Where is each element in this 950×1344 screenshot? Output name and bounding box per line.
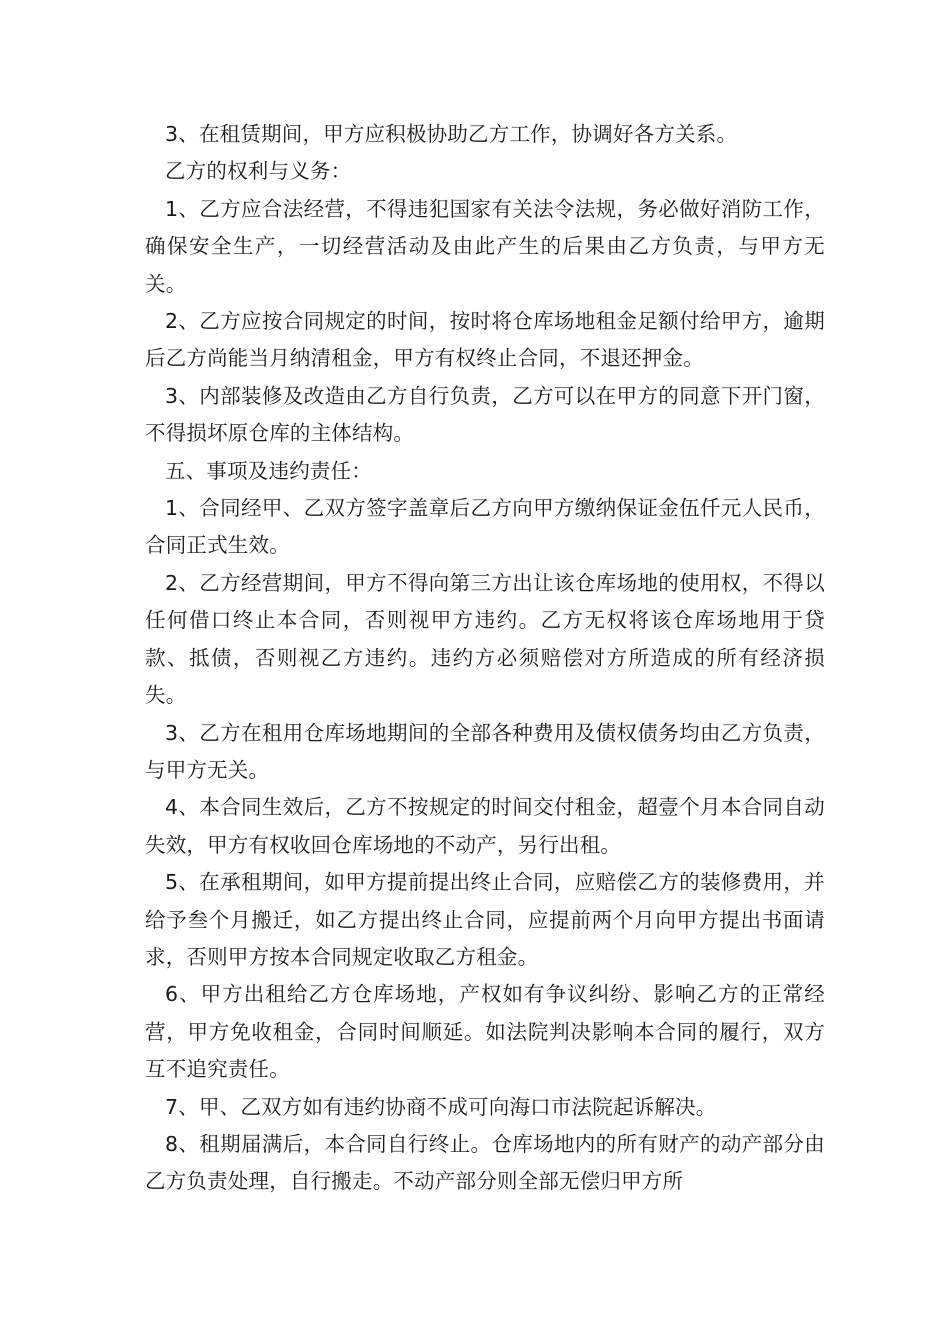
document-body <box>145 116 825 1201</box>
paragraph-late-rent: 4、本合同生效后，乙方不按规定的时间交付租金，超壹个月本合同自动失效，甲方有权收回仓库场地的不动产，另行出租。 <box>145 795 825 857</box>
section-heading-lessee-rights: 乙方的权利与义务： <box>165 159 352 184</box>
paragraph-lessor-assist: 3、在租赁期间，甲方应积极协助乙方工作，协调好各方关系。 <box>165 122 738 146</box>
paragraph-lessee-renovation: 3、内部装修及改造由乙方自行负责，乙方可以在甲方的同意下开门窗，不得损坏原仓库的主体结构。 <box>145 383 825 446</box>
paragraph-lessee-rent-payment: 2、乙方应按合同规定的时间，按时将仓库场地租金足额付给甲方，逾期后乙方尚能当月纳清租金，甲方有权终止合同，不退还押金。 <box>145 309 825 371</box>
paragraph-early-termination: 5、在承租期间，如甲方提前提出终止合同，应赔偿乙方的装修费用，并给予叁个月搬迁，如乙方提出终止合同，应提前两个月向甲方提出书面请求，否则甲方按本合同规定收取乙方租金。 <box>145 870 825 969</box>
paragraph-expenses-debts: 3、乙方在租用仓库场地期间的全部各种费用及债权债务均由乙方负责，与甲方无关。 <box>145 720 825 782</box>
paragraph-lessee-legal-operation: 1、乙方应合法经营，不得违犯国家有关法令法规，务必做好消防工作，确保安全生产，一切经营活动及由此产生的后果由乙方负责，与甲方无关。 <box>145 196 825 296</box>
paragraph-no-transfer: 2、乙方经营期间，甲方不得向第三方出让该仓库场地的使用权，不得以任何借口终止本合同，否则视甲方违约。乙方无权将该仓库场地用于贷款、抵债，否则视乙方违约。违约方必须赔偿对方所造成的所有经济损失。 <box>145 570 825 708</box>
paragraph-property-dispute: 6、甲方出租给乙方仓库场地，产权如有争议纠纷、影响乙方的正常经营，甲方免收租金，合同时间顺延。如法院判决影响本合同的履行，双方互不追究责任。 <box>145 982 825 1082</box>
paragraph-lease-expiry: 8、租期届满后，本合同自行终止。仓库场地内的所有财产的动产部分由乙方负责处理，自行搬走。不动产部分则全部无偿归甲方所 <box>145 1131 825 1194</box>
paragraph-deposit: 1、合同经甲、乙双方签字盖章后乙方向甲方缴纳保证金伍仟元人民币，合同正式生效。 <box>145 496 825 558</box>
paragraph-court-resolution: 7、甲、乙双方如有违约协商不成可向海口市法院起诉解决。 <box>165 1094 717 1119</box>
section-heading-breach-liability: 五、事项及违约责任： <box>165 458 372 483</box>
